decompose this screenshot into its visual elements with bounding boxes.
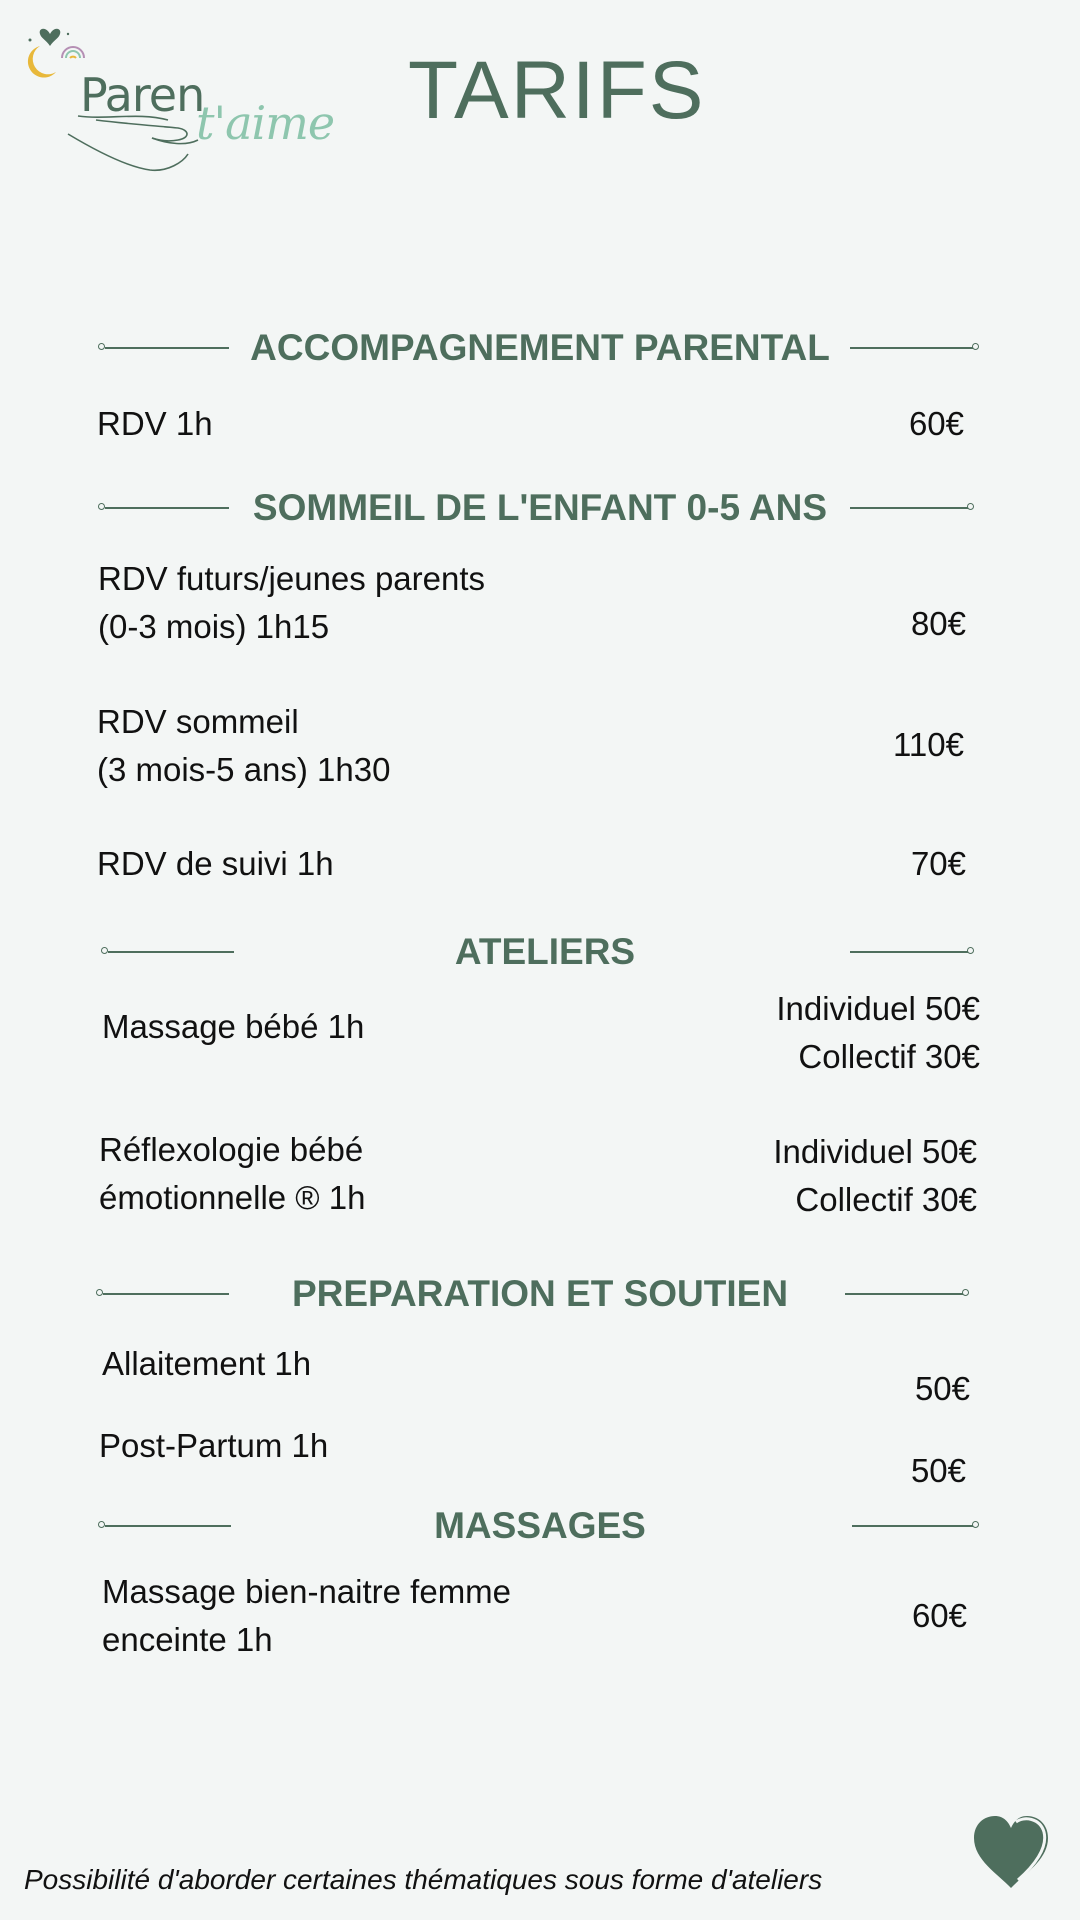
item-label-rdv-futurs-line1: RDV futurs/jeunes parents (98, 560, 486, 597)
item-price-reflexologie-collectif: Collectif 30€ (795, 1181, 977, 1218)
section-title: ACCOMPAGNEMENT PARENTAL (250, 327, 830, 368)
item-price-reflexologie-individuel: Individuel 50€ (773, 1133, 977, 1170)
item-label-rdv-1h: RDV 1h (97, 405, 213, 442)
item-label-massage-bebe: Massage bébé 1h (102, 1008, 365, 1045)
item-price-massage-bebe-collectif: Collectif 30€ (798, 1038, 980, 1075)
heart-icon (40, 29, 61, 46)
item-price-massage-bien-naitre: 60€ (911, 1597, 967, 1634)
section-header-sommeil (95, 483, 985, 533)
page-title: TARIFS (408, 45, 706, 136)
section-header-preparation (95, 1269, 985, 1319)
section-title: SOMMEIL DE L'ENFANT 0-5 ANS (252, 487, 828, 528)
item-label-massage-bien-naitre-line2: enceinte 1h (102, 1621, 273, 1658)
moon-icon (28, 46, 56, 78)
section-title: MASSAGES (434, 1505, 646, 1546)
section-header-massages (95, 1501, 985, 1551)
item-label-post-partum: Post-Partum 1h (99, 1427, 329, 1464)
section-header-accompagnement (95, 323, 985, 373)
item-label-reflexologie-line2: émotionnelle ® 1h (99, 1179, 366, 1216)
item-price-rdv-futurs: 80€ (910, 605, 966, 642)
section-title: ATELIERS (454, 931, 636, 972)
item-price-post-partum: 50€ (910, 1452, 966, 1489)
rainbow-icon (62, 47, 84, 58)
item-label-reflexologie-line1: Réflexologie bébé (99, 1131, 364, 1168)
item-price-massage-bebe-individuel: Individuel 50€ (776, 990, 980, 1027)
section-header-ateliers (95, 927, 985, 977)
item-label-rdv-sommeil-line2: (3 mois-5 ans) 1h30 (97, 751, 391, 788)
logo-text-paren: Paren (80, 68, 205, 122)
item-label-rdv-sommeil-line1: RDV sommeil (97, 703, 299, 740)
hands-icon (68, 116, 198, 170)
section-title: PREPARATION ET SOUTIEN (291, 1273, 789, 1314)
item-price-rdv-1h: 60€ (908, 405, 964, 442)
item-label-rdv-suivi: RDV de suivi 1h (97, 845, 334, 882)
brand-logo (18, 12, 338, 182)
item-price-allaitement: 50€ (914, 1370, 970, 1407)
item-label-massage-bien-naitre-line1: Massage bien-naitre femme (102, 1573, 512, 1610)
footer-note: Possibilité d'aborder certaines thématiques sous forme d'ateliers (24, 1864, 823, 1895)
item-label-rdv-futurs-line2: (0-3 mois) 1h15 (98, 608, 330, 645)
item-price-rdv-suivi: 70€ (910, 845, 966, 882)
heart-icon (968, 1808, 1054, 1894)
item-price-rdv-sommeil: 110€ (893, 726, 964, 763)
logo-text-taime: t'aime (196, 96, 335, 150)
item-label-allaitement: Allaitement 1h (102, 1345, 312, 1382)
